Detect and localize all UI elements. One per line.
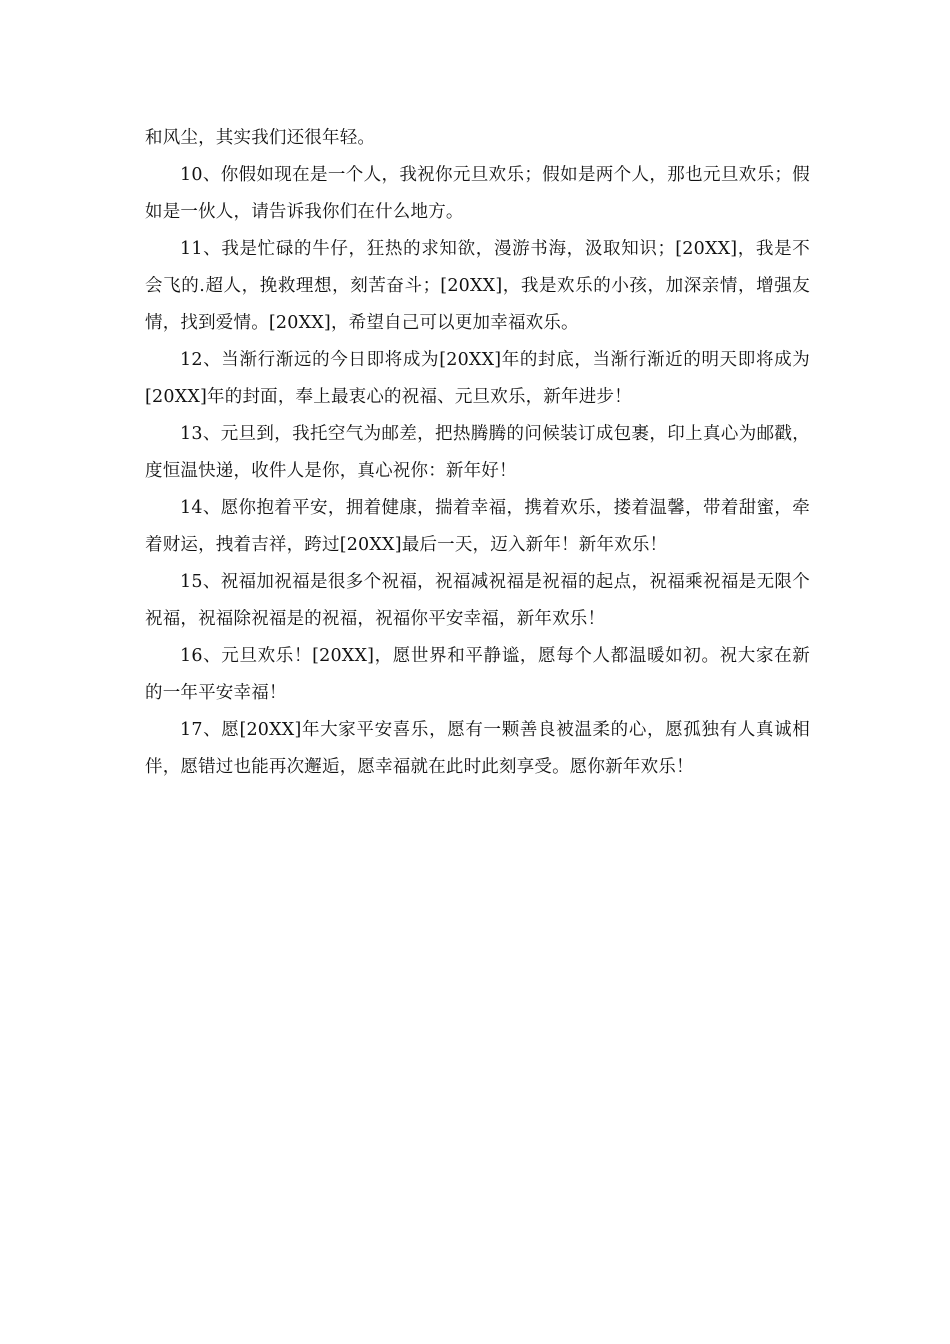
paragraph-item-12: 12、当渐行渐远的今日即将成为[20XX]年的封底，当渐行渐近的明天即将成为[20XX]年的封面，奉上最衷心的祝福、元旦欢乐，新年进步！ — [145, 350, 810, 407]
paragraph-item-13: 13、元旦到，我托空气为邮差，把热腾腾的问候装订成包裹，印上真心为邮戳，度恒温快递，收件人是你，真心祝你：新年好！ — [145, 424, 810, 481]
paragraph-continuation: 和风尘，其实我们还很年轻。 — [145, 128, 376, 148]
paragraph-item-17: 17、愿[20XX]年大家平安喜乐，愿有一颗善良被温柔的心，愿孤独有人真诚相伴，愿错过也能再次邂逅，愿幸福就在此时此刻享受。愿你新年欢乐！ — [145, 720, 810, 777]
paragraph-item-10: 10、你假如现在是一个人，我祝你元旦欢乐；假如是两个人，那也元旦欢乐；假如是一伙人，请告诉我你们在什么地方。 — [145, 165, 810, 222]
paragraph-item-14: 14、愿你抱着平安，拥着健康，揣着幸福，携着欢乐，搂着温馨，带着甜蜜，牵着财运，拽着吉祥，跨过[20XX]最后一天，迈入新年！新年欢乐！ — [145, 498, 810, 555]
paragraph-item-16: 16、元旦欢乐！[20XX]，愿世界和平静谧，愿每个人都温暖如初。祝大家在新的一年平安幸福！ — [145, 646, 810, 703]
document-body — [145, 120, 810, 786]
paragraph-item-11: 11、我是忙碌的牛仔，狂热的求知欲，漫游书海，汲取知识；[20XX]，我是不会飞的.超人，挽救理想，刻苦奋斗；[20XX]，我是欢乐的小孩，加深亲情，增强友情，找到爱情。[20XX]，希望自己可以更加幸福欢乐。 — [145, 239, 810, 333]
paragraph-item-15: 15、祝福加祝福是很多个祝福，祝福减祝福是祝福的起点，祝福乘祝福是无限个祝福，祝福除祝福是的祝福，祝福你平安幸福，新年欢乐！ — [145, 572, 810, 629]
